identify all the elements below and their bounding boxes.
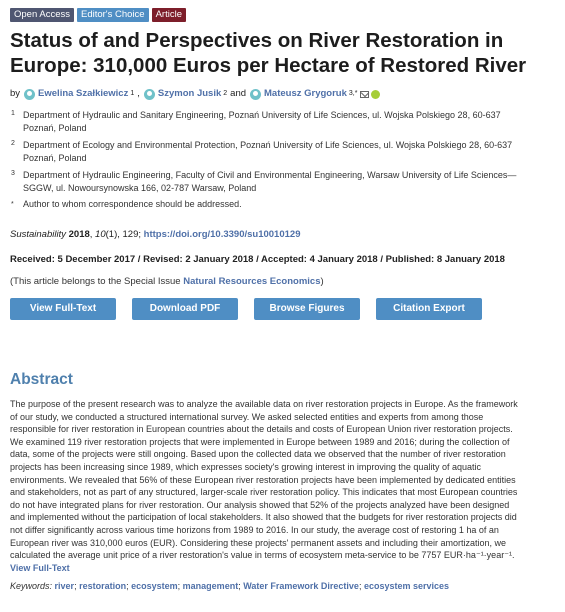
citation-volume: 10 [95, 229, 106, 240]
open-access-badge[interactable]: Open Access [10, 8, 74, 22]
abstract-line: environments. We revealed that 56% of these European river restoration projects have been implemented by dedicated entities [10, 474, 516, 485]
abstract-line: and stakeholders, not as part of any structured, larger-scale river restoration policy. This indicates that most European countries [10, 487, 518, 498]
publication-dates: Received: 5 December 2017 / Revised: 2 January 2018 / Accepted: 4 January 2018 / Published: 8 January 2018 [10, 254, 505, 265]
abstract-line: not differ significantly across various time horizons from 1989 to 2016. In our study, the average cost of restoring 1 ha of an [10, 524, 499, 535]
keyword-link[interactable]: ecosystem [131, 581, 178, 592]
abstract-line: projects has been increasing since 1989, which expresses society's growing interest in improving the quality of aquatic [10, 461, 481, 472]
doi-link[interactable]: https://doi.org/10.3390/su10010129 [143, 229, 301, 240]
correspondence-note [10, 198, 555, 211]
and-label: and [230, 88, 247, 99]
affiliations [10, 109, 555, 211]
keywords-line: Keywords: river; restoration; ecosystem; management; Water Framework Directive; ecosystem services [10, 581, 450, 592]
affiliation-number: 1 [11, 110, 15, 117]
keyword-link[interactable]: Water Framework Directive [243, 581, 359, 592]
view-full-text-button[interactable]: View Full-Text [10, 298, 116, 320]
keyword-link[interactable]: management [182, 581, 239, 592]
article-type-badge: Article [152, 8, 186, 22]
author-profile-icon [250, 89, 261, 100]
abstract-line: of our study, we conducted a structured international survey. We asked selected entities and experts from among those [10, 411, 484, 422]
download-pdf-button[interactable]: Download PDF [132, 298, 238, 320]
keyword-link[interactable]: river [54, 581, 75, 592]
abstract-line: We examined 119 river restoration projects that were implemented in Europe between 1989 and 2016; during the collection of [10, 436, 510, 447]
special-issue-link[interactable]: Natural Resources Economics [183, 276, 321, 287]
affiliation-item [10, 169, 555, 195]
author-link[interactable]: Mateusz Grygoruk [264, 88, 347, 99]
author-profile-icon [24, 89, 35, 100]
citation-year: 2018 [68, 229, 90, 240]
abstract-line: data, some of the projects were still ongoing. Based upon the collected data we observed that the number of river restoration [10, 449, 506, 460]
affiliation-item [10, 109, 555, 135]
special-issue-prefix: (This article belongs to the Special Issue [10, 276, 184, 287]
article-title: Status of and Perspectives on River Restoration in Europe: 310,000 Euros per Hectare of Restored River [10, 29, 527, 77]
citation-export-button[interactable]: Citation Export [376, 298, 482, 320]
abstract-line: European river was 310,000 euros (EUR). Considering these projects' permanent assets and including their amortization, we [10, 537, 506, 548]
keyword-link[interactable]: ecosystem services [363, 581, 450, 592]
affiliation-number: 3 [11, 170, 15, 177]
correspondence-mark: * [11, 201, 14, 208]
journal-name: Sustainability [10, 229, 66, 240]
by-label: by [10, 88, 21, 99]
citation-issue-pages: (1), 129; [105, 229, 142, 240]
browse-figures-button[interactable]: Browse Figures [254, 298, 360, 320]
keywords-label: Keywords: [10, 581, 53, 592]
badge-row [10, 8, 555, 22]
author-link[interactable]: Szymon Jusik [157, 88, 222, 99]
author-link[interactable]: Ewelina Szałkiewicz [38, 88, 129, 99]
action-buttons [10, 298, 555, 320]
email-icon[interactable] [360, 91, 369, 98]
abstract-line: responsible for river restoration in European countries about the details and costs of European Union river restoration projects. [10, 424, 513, 435]
author-profile-icon [144, 89, 155, 100]
editors-choice-badge[interactable]: Editor's Choice [77, 8, 149, 22]
abstract-heading: Abstract [10, 371, 73, 388]
abstract-view-full-text-link[interactable]: View Full-Text [10, 562, 70, 573]
affiliation-number: 2 [11, 140, 15, 147]
abstract-text [10, 398, 555, 574]
abstract-line: do not have integrated plans for river restoration. Our analysis showed that 52% of the projects analyzed have been designed [10, 499, 510, 510]
keyword-link[interactable]: restoration [79, 581, 127, 592]
affiliation-item [10, 139, 555, 165]
affiliation-text: Department of Ecology and Environmental Protection, Poznań University of Life Sciences, ul. Wojska Polskiego 28, 60-637 Poznań, Poland [23, 140, 513, 163]
citation-line: Sustainability 2018, 10(1), 129; https://doi.org/10.3390/su10010129 [10, 229, 301, 240]
orcid-icon[interactable] [371, 90, 380, 99]
affiliation-text: Department of Hydraulic Engineering, Faculty of Civil and Environmental Engineering, Warsaw University of Life Sciences—SGGW, ul. Nowoursynowska 166, 02-787 Warsaw, Poland [23, 170, 517, 193]
special-issue-note [10, 275, 555, 288]
special-issue-suffix: ) [320, 276, 324, 287]
affiliation-text: Department of Hydraulic and Sanitary Engineering, Poznań University of Life Sciences, ul. Wojska Polskiego 28, 60-637 Poznań, Poland [23, 110, 501, 133]
abstract-line: The purpose of the present research was to analyze the available data on river restoration projects in Europe. As the framework [10, 399, 518, 409]
abstract-line: and implemented without the participation of local stakeholders. It also showed that the budgets for river restoration projects did [10, 512, 517, 523]
correspondence-text: Author to whom correspondence should be addressed. [23, 199, 242, 209]
abstract-line: calculated the average unit price of a river restoration's value in terms of ecosystem meta-service to be 7757 EUR·ha⁻¹·year⁻¹. [10, 550, 515, 561]
author-list: by Ewelina Szałkiewicz 1 , Szymon Jusik 2 and Mateusz Grygoruk 3,* [10, 87, 555, 101]
